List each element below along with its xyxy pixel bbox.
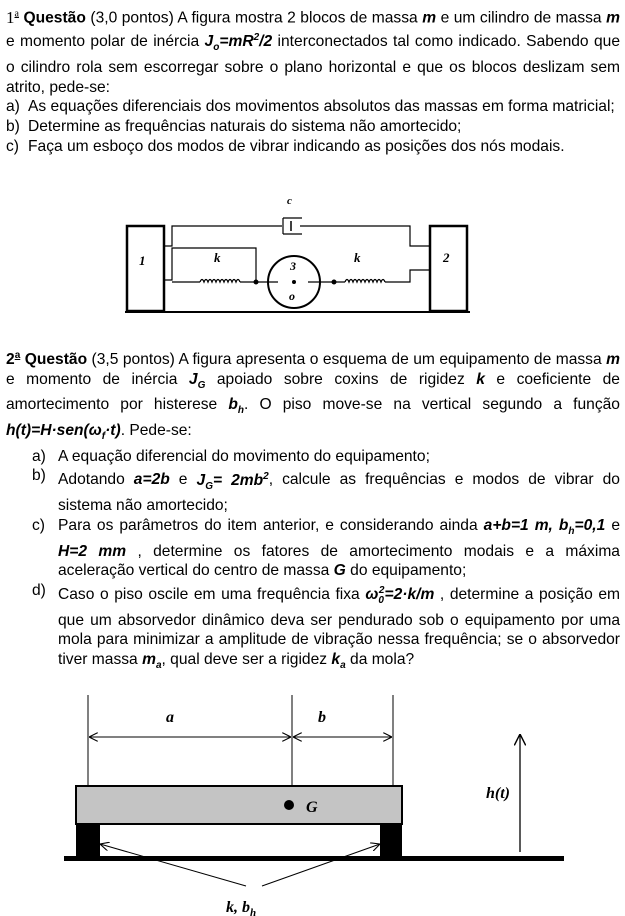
inertia-formula: $J_o=mR^2/2$	[204, 32, 273, 54]
list-item: a) As equações diferenciais dos movimentos absolutos das massas em forma matricial;	[6, 98, 615, 116]
question-1-number: 1$^a$	[6, 7, 19, 27]
equipment-body	[76, 786, 402, 824]
label-k-left: k	[214, 250, 221, 265]
question-1-title: Questão	[23, 9, 86, 27]
label-cylinder: 3	[290, 259, 296, 273]
question-2-number: 2$^a$	[6, 350, 21, 369]
label-block-1: 1	[139, 253, 146, 268]
mount-left	[76, 824, 100, 858]
list-item: c) Faça um esboço dos modos de vibrar indicando as posições dos nós modais.	[6, 137, 565, 155]
list-item: d) Caso o piso oscile em uma frequência fixa $\omega_0^2=2\cdot k/m$ , determine a posição em que um absorvedor dinâmico deva ser pendurado sob o equipamento por uma mola para minimizar a amplitude de vibração nessa frequência; se o absorvedor tiver massa $m_a$, qual deve ser a rigidez $k_a$ da mola?	[32, 581, 620, 672]
center-of-mass	[284, 800, 294, 810]
question-1-points: (3,0 pontos)	[90, 9, 174, 27]
list-item: b) Adotando a=2b e $J_G= 2mb^2$, calcule as frequências e modos de vibrar do sistema não amortecido;	[32, 467, 620, 515]
list-item: a) A equação diferencial do movimento do equipamento;	[32, 447, 430, 465]
list-item: b) Determine as frequências naturais do sistema não amortecido;	[6, 117, 462, 135]
question-2-title: Questão	[24, 351, 88, 369]
label-k-bh: k, $b_h$	[226, 899, 257, 916]
label-b: b	[318, 709, 326, 726]
label-k-right: k	[354, 250, 361, 265]
label-a: a	[166, 709, 174, 726]
label-h: h(t)	[486, 785, 510, 802]
label-c: c	[287, 195, 292, 207]
question-2: 2$^a$ Questão (3,5 pontos) A figura apresenta o esquema de um equipamento de massa m e momento de inércia $J_G$ apoiado sobre coxins de rigidez k e coeficiente de amortecimento por histerese $b_h$. O piso move-se na vertical segundo a função $h(t)=H\cdot sen(\omega_f\cdot t)$. Pede-se: a) A equação diferencial do movimento do equipamento; b) Adotando a=2b e $J_G= 2mb^2$, calcule as frequências e modos de vibrar do sistema não amortecido; c) Para os parâmetros do item anterior, e considerando ainda a+b=1 m, $b_h=0,1$ e H=2 mm , determine os fatores de amortecimento modais e a máxima aceleração vertical do centro de massa G do equipamento; d) Caso o piso oscile em uma frequência fixa $\omega_0^2=2\cdot k/m$ , determine a posição em que um absorvedor dinâmico deva ser pendurado sob o equipamento por uma mola para minimizar a amplitude de vibração nessa frequência; se o absorvedor tiver massa $m_a$, qual deve ser a rigidez $k_a$ da mola?	[6, 346, 620, 676]
label-G: G	[306, 799, 318, 816]
question-1: 1$^a$ Questão (3,0 pontos) A figura mostra 2 blocos de massa m e um cilindro de massa m e momento polar de inércia $J_o=mR^2/2$ interconectados tal como indicado. Sabendo que o cilindro rola sem escorregar sobre o plano horizontal e que os blocos deslizam sem atrito, pede-se: a) As equações diferenciais dos movimentos absolutos das massas em forma matricial; b) Determine as frequências naturais do sistema não amortecido; c) Faça um esboço dos modos de vibrar indicando as posições dos nós modais.	[6, 7, 621, 155]
mount-right	[380, 824, 402, 858]
floor-function: $h(t)=H\cdot sen(\omega_f\cdot t)$	[6, 422, 121, 443]
label-block-2: 2	[443, 250, 450, 265]
floor	[64, 856, 564, 861]
question-2-points: (3,5 pontos)	[91, 351, 175, 369]
label-center: o	[289, 289, 295, 303]
list-item: c) Para os parâmetros do item anterior, e considerando ainda a+b=1 m, $b_h=0,1$ e H=2 mm , determine os fatores de amortecimento modais e a máxima aceleração vertical do centro de massa G do equipamento;	[32, 516, 620, 580]
